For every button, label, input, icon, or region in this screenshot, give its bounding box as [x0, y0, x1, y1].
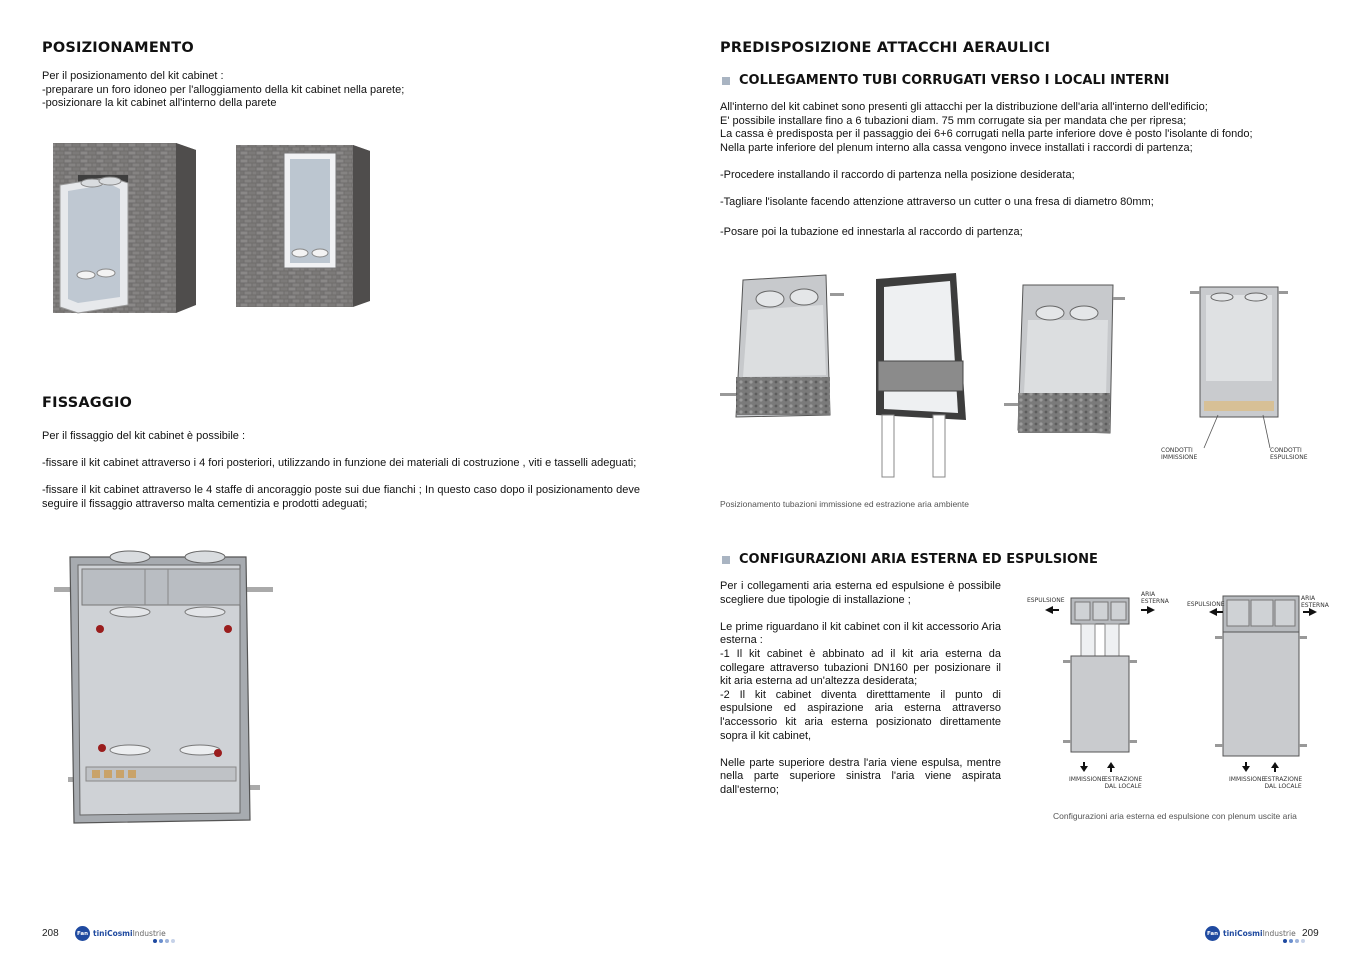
square-bullet-icon: [722, 556, 730, 564]
logo-dots: [153, 939, 175, 943]
fixing-heading: FISSAGGIO: [42, 395, 133, 411]
external-air-option-2: -2 Il kit cabinet diventa diretttamente il punto di espulsione ed aspirazione aria esterna attraverso l'accessorio kit aria esterna posizionato direttamente sopra il kit cabinet,: [720, 688, 1001, 742]
label-line: IMMISSIONE: [1161, 453, 1198, 461]
fixing-option-2: -fissare il kit cabinet attraverso le 4 staffe di ancoraggio poste sui due fianchi ; In questo caso dopo il posizionamento deve seguire il fissaggio attraverso malta cementizia e prodotti adeguati;: [42, 484, 640, 510]
sketch-4: [1190, 287, 1288, 448]
label-aria-esterna-1: [1141, 592, 1169, 605]
external-air-option-1: -1 Il kit cabinet è abbinato ad il kit aria esterna da collegare attraverso tubazioni DN160 per posizionare il kit aria esterna ad un'altezza desiderata;: [720, 647, 1001, 688]
label-estrazione-2: [1264, 777, 1302, 790]
pipe-installation-illustrations: [718, 265, 1318, 485]
label-line: ESTERNA: [1301, 601, 1329, 609]
corrugated-section-heading: [722, 73, 1169, 88]
logo-name-bold: tiniCosmi: [93, 929, 133, 938]
label-immissione-1: IMMISSIONE: [1069, 776, 1106, 783]
left-footer-logo: [75, 926, 166, 941]
external-air-options-head: Le prime riguardano il kit cabinet con il kit accessorio Aria esterna :: [720, 620, 1001, 647]
label-line: ESTERNA: [1141, 597, 1169, 605]
label-line: ESTRAZIONE: [1104, 776, 1143, 783]
external-air-text: [720, 580, 1001, 798]
external-air-section-heading: [722, 552, 1098, 567]
label-condotti-immissione: [1161, 448, 1197, 461]
label-estrazione-1: [1104, 777, 1142, 790]
logo-wordmark: [93, 929, 166, 938]
external-air-section-title: CONFIGURAZIONI ARIA ESTERNA ED ESPULSIONE: [739, 552, 1098, 567]
positioning-line-3: -posizionare la kit cabinet all'interno della parete: [42, 97, 277, 110]
right-footer-logo: [1205, 926, 1296, 941]
corrugated-step-2: -Tagliare l'isolante facendo attenzione attraverso un cutter o una fresa di diametro 80mm;: [720, 196, 1154, 209]
corrugated-step-1: -Procedere installando il raccordo di partenza nella posizione desiderata;: [720, 168, 1075, 181]
logo-badge: Fan: [1205, 926, 1220, 941]
left-page-number: 208: [42, 928, 59, 939]
aeraulic-heading: PREDISPOSIZIONE ATTACCHI AERAULICI: [720, 40, 1051, 56]
label-line: DAL LOCALE: [1104, 782, 1142, 790]
caption-configurations: Configurazioni aria esterna ed espulsione con plenum uscite aria: [1053, 811, 1297, 821]
external-air-configuration-diagram: [1025, 590, 1325, 805]
label-line: DAL LOCALE: [1264, 782, 1302, 790]
wall-with-cabinet-out: [53, 143, 196, 313]
label-aria-esterna-2: [1301, 596, 1329, 609]
positioning-line-1: Per il posizionamento del kit cabinet :: [42, 70, 224, 82]
square-bullet-icon: [722, 77, 730, 85]
caption-pipe-positioning: Posizionamento tubazioni immissione ed estrazione aria ambiente: [720, 499, 969, 509]
config-1: [1045, 598, 1155, 772]
fixing-option-1: -fissare il kit cabinet attraverso i 4 fori posteriori, utilizzando in funzione dei materiali di costruzione , viti e tasselli adeguati;: [42, 457, 637, 470]
label-condotti-espulsione: [1270, 448, 1308, 461]
fixing-intro: Per il fissaggio del kit cabinet è possibile :: [42, 430, 245, 442]
positioning-text: [42, 70, 642, 111]
label-line: ARIA: [1141, 591, 1156, 598]
corrugated-line-3: La cassa è predisposta per il passaggio dei 6+6 corrugati nella parte inferiore dove è posto l'isolante di fondo;: [720, 128, 1253, 141]
label-line: CONDOTTI: [1270, 447, 1302, 454]
positioning-line-2: -preparare un foro idoneo per l'alloggiamento della kit cabinet nella parete;: [42, 83, 405, 96]
right-page-number: 209: [1302, 928, 1319, 939]
label-espulsione-2: ESPULSIONE: [1187, 601, 1225, 608]
logo-wordmark: [1223, 929, 1296, 938]
fixing-text: [42, 430, 640, 512]
config-2: [1209, 596, 1317, 772]
corrugated-step-3: -Posare poi la tubazione ed innestarla al raccordo di partenza;: [720, 225, 1023, 238]
label-immissione-2: IMMISSIONE: [1229, 776, 1266, 783]
wall-installation-illustration: [48, 135, 413, 320]
corrugated-text: [720, 101, 1320, 239]
corrugated-line-4: Nella parte inferiore del plenum interno alla cassa vengono invece installati i raccordi di partenza;: [720, 141, 1193, 154]
label-line: CONDOTTI: [1161, 447, 1193, 454]
logo-name-bold: tiniCosmi: [1223, 929, 1263, 938]
external-air-flow-note: Nelle parte superiore destra l'aria viene espulsa, mentre nella parte superiore sinistra l'aria viene aspirata dall'esterno;: [720, 756, 1001, 796]
label-espulsione-1: ESPULSIONE: [1027, 597, 1065, 604]
logo-name-light: Industrie: [132, 929, 166, 938]
sketch-1: [720, 275, 844, 417]
corrugated-line-2: E' possibile installare fino a 6 tubazioni diam. 75 mm corrugate sia per mandata che per ripresa;: [720, 114, 1187, 127]
label-line: ESPULSIONE: [1270, 453, 1308, 461]
corrugated-section-title: COLLEGAMENTO TUBI CORRUGATI VERSO I LOCALI INTERNI: [739, 73, 1170, 88]
logo-dots: [1283, 939, 1305, 943]
external-air-intro: Per i collegamenti aria esterna ed espulsione è possibile scegliere due tipologie di installazione ;: [720, 580, 1001, 606]
label-line: ARIA: [1301, 595, 1316, 602]
logo-name-light: Industrie: [1262, 929, 1296, 938]
label-line: ESTRAZIONE: [1264, 776, 1303, 783]
cabinet-fixing-illustration: [50, 545, 285, 830]
logo-badge: Fan: [75, 926, 90, 941]
sketch-3: [1004, 285, 1125, 433]
wall-with-cabinet-in: [236, 145, 370, 307]
corrugated-line-1: All'interno del kit cabinet sono presenti gli attacchi per la distribuzione dell'aria all'interno dell'edificio;: [720, 101, 1208, 113]
positioning-heading: POSIZIONAMENTO: [42, 40, 194, 56]
sketch-2: [876, 273, 966, 477]
